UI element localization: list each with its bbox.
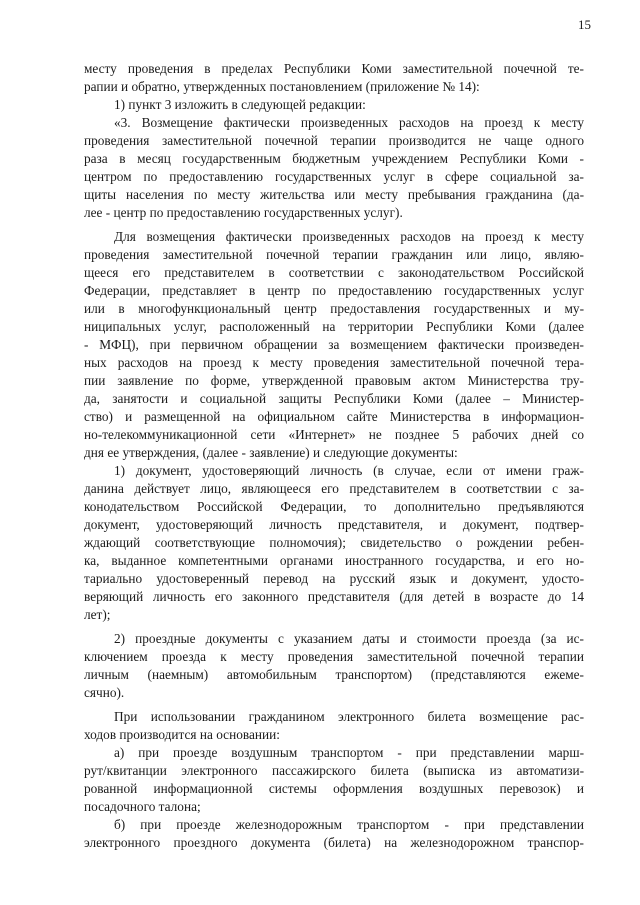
text-line: документ, удостоверяющий личность представителя, и документ, подтвер- xyxy=(84,517,584,532)
text-line: а) при проезде воздушным транспортом - при представлении марш- xyxy=(114,745,584,760)
text-line: При использовании гражданином электронного билета возмещение рас- xyxy=(114,709,584,724)
text-line: или в многофункциональный центр предоставления государственных и му- xyxy=(84,301,584,316)
text-line: рапии и обратно, утвержденных постановлением (приложение № 14): xyxy=(84,79,480,94)
text-line: сячно). xyxy=(84,685,125,700)
text-line: посадочного талона; xyxy=(84,799,201,814)
text-line: 1) пункт 3 изложить в следующей редакции: xyxy=(114,97,366,112)
text-line: данина действует лицо, являющееся его представителем в соответствии с за- xyxy=(84,481,584,496)
text-line: щееся его представителем в соответствии с законодательством Российской xyxy=(84,265,584,280)
text-line: «3. Возмещение фактически произведенных расходов на проезд к месту xyxy=(114,115,584,130)
text-line: конодательством Российской Федерации, то дополнительно предъявляются xyxy=(84,499,584,514)
text-line: б) при проезде железнодорожным транспортом - при представлении xyxy=(114,817,584,832)
text-line: рут/квитанции электронного пассажирского билета (выписка из автоматизи- xyxy=(84,763,584,778)
text-line: месту проведения в пределах Республики Коми заместительной почечной те- xyxy=(84,61,584,76)
text-line: ство) и размещенной на официальном сайте Министерства в информацион- xyxy=(84,409,584,424)
text-line: да, занятости и социальной защиты Республики Коми (далее – Министер- xyxy=(84,391,584,406)
document-body xyxy=(84,60,584,852)
text-line: 2) проездные документы с указанием даты и стоимости проезда (за ис- xyxy=(114,631,584,646)
text-line: дня ее утверждения, (далее - заявление) и следующие документы: xyxy=(84,445,458,460)
text-line: личным (наемным) автомобильным транспортом) (представляются ежеме- xyxy=(84,667,584,682)
text-line: электронного проездного документа (билета) на железнодорожном транспор- xyxy=(84,835,584,850)
text-line: но-телекоммуникационной сети «Интернет» не позднее 5 рабочих дней со xyxy=(84,427,584,442)
text-line: лет); xyxy=(84,607,111,622)
text-line: 1) документ, удостоверяющий личность (в случае, если от имени граж- xyxy=(114,463,584,478)
text-line: ных расходов на проезд к месту проведения заместительной почечной тера- xyxy=(84,355,584,370)
text-line: раза в месяц государственным бюджетным учреждением Республики Коми - xyxy=(84,151,584,166)
text-line: веряющий личность его законного представителя (для детей в возрасте до 14 xyxy=(84,589,584,604)
text-line: Федерации, представляет в центр по предоставлению государственных услуг xyxy=(84,283,584,298)
text-line: проведения заместительной почечной терапии гражданин или лицо, являю- xyxy=(84,247,584,262)
text-line: рованной информационной системы оформления воздушных перевозок) и xyxy=(84,781,584,796)
text-line: щиты населения по месту жительства или месту пребывания гражданина (да- xyxy=(84,187,584,202)
text-line: ходов производится на основании: xyxy=(84,727,280,742)
text-line: проведения заместительной почечной терапии производится не чаще одного xyxy=(84,133,584,148)
page-number: 15 xyxy=(578,17,591,32)
text-line: - МФЦ), при первичном обращении за возмещением фактически произведен- xyxy=(84,337,584,352)
text-line: лее - центр по предоставлению государственных услуг). xyxy=(84,205,403,220)
text-line: ниципальных услуг, расположенный на территории Республики Коми (далее xyxy=(84,319,584,334)
text-line: ка, выданное компетентными органами иностранного государства, и его но- xyxy=(84,553,584,568)
text-line: пии заявление по форме, утвержденной правовым актом Министерства тру- xyxy=(84,373,584,388)
text-line: ключением проезда к месту проведения заместительной почечной терапии xyxy=(84,649,584,664)
text-line: ждающий соответствующие полномочия); свидетельство о рождении ребен- xyxy=(84,535,584,550)
text-line: тариально удостоверенный перевод на русский язык и документ, удосто- xyxy=(84,571,584,586)
text-line: Для возмещения фактически произведенных расходов на проезд к месту xyxy=(114,229,584,244)
text-line: центром по предоставлению государственных услуг в сфере социальной за- xyxy=(84,169,584,184)
